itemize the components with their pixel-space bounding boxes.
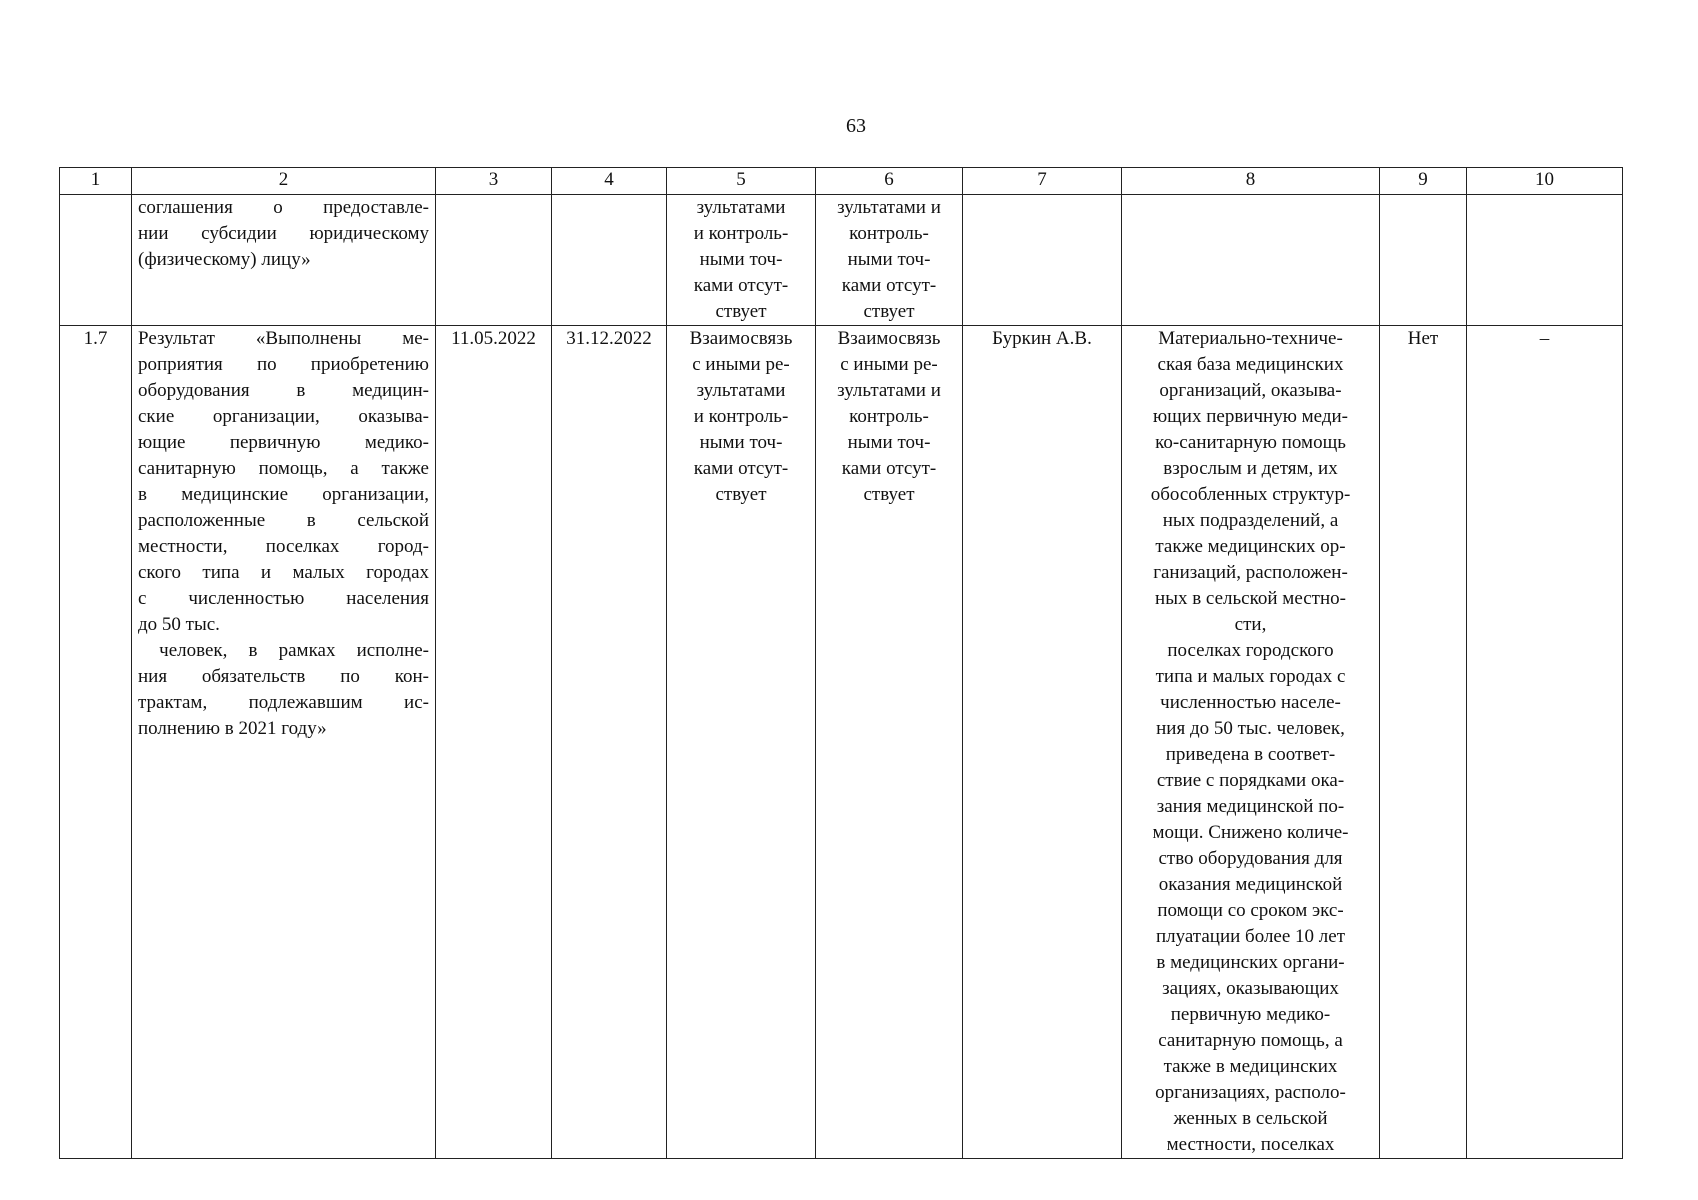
text-line: организациях, располо-: [1155, 1082, 1346, 1103]
text-line: оказания медицинской: [1158, 874, 1343, 895]
text-line: ных в сельской местно-: [1155, 588, 1346, 609]
text-line: ствует: [863, 484, 915, 505]
text-line: контроль-: [849, 406, 929, 427]
text-line: женных в сельской: [1173, 1108, 1328, 1129]
table-row: [60, 326, 1623, 1159]
text-line: приведена в соответ-: [1165, 744, 1336, 765]
note-cell: [1467, 195, 1623, 326]
text-line: плуатации более 10 лет: [1155, 926, 1346, 947]
responsible-cell: Буркин А.В.: [963, 326, 1122, 1159]
text-line: ющих первичную меди-: [1152, 406, 1349, 427]
text-line: первичную медико-: [1170, 1004, 1331, 1025]
text-line: Взаимосвязь: [689, 328, 793, 349]
text-line: до 50 тыс.: [138, 614, 220, 635]
result-name-cell: [132, 326, 436, 1159]
text-line: ными точ-: [699, 432, 783, 453]
text-line: помощи со сроком экс-: [1157, 900, 1344, 921]
header-cell: 9: [1380, 168, 1467, 195]
relation-cell: [667, 326, 816, 1159]
text-line: нии субсидии юридическому: [138, 223, 429, 244]
text-line: санитарную помощь, а: [1158, 1030, 1343, 1051]
header-cell: 10: [1467, 168, 1623, 195]
start-date-cell: 11.05.2022: [436, 326, 552, 1159]
header-cell: 1: [60, 168, 132, 195]
text-line: также медицинских ор-: [1155, 536, 1346, 557]
row-number-cell: [60, 195, 132, 326]
text-line: Результат «Выполнены ме-: [138, 328, 429, 349]
start-date-cell: [436, 195, 552, 326]
text-line: и контроль-: [693, 223, 789, 244]
header-cell: 5: [667, 168, 816, 195]
text-line: трактам, подлежавшим ис-: [138, 692, 429, 713]
text-line: ния обязательств по кон-: [138, 666, 429, 687]
column-number-row: [60, 168, 1623, 195]
text-line: ными точ-: [847, 432, 931, 453]
description-cell: [1122, 326, 1380, 1159]
text-line: (физическому) лицу»: [138, 249, 311, 270]
text-line: местности, поселках город-: [138, 536, 429, 557]
responsible-cell: [963, 195, 1122, 326]
end-date-cell: 31.12.2022: [552, 326, 667, 1159]
row-number-cell: 1.7: [60, 326, 132, 1159]
header-cell: 7: [963, 168, 1122, 195]
header-cell: 4: [552, 168, 667, 195]
text-line: ками отсут-: [693, 458, 789, 479]
text-line: ными точ-: [699, 249, 783, 270]
description-cell: [1122, 195, 1380, 326]
text-line: зультатами: [696, 197, 786, 218]
page-number: 63: [846, 115, 866, 137]
text-line: зультатами и: [837, 380, 941, 401]
text-line: ская база медицинских: [1157, 354, 1344, 375]
text-line: взрослым и детям, их: [1163, 458, 1338, 479]
text-line: ками отсут-: [841, 275, 937, 296]
text-line: ские организации, оказыва-: [138, 406, 429, 427]
text-line: ющие первичную медико-: [138, 432, 429, 453]
note-cell: –: [1467, 326, 1623, 1159]
text-line: зациях, оказывающих: [1162, 978, 1339, 999]
text-line: ствие с порядками ока-: [1156, 770, 1345, 791]
text-line: ствует: [715, 484, 767, 505]
flag-cell: Нет: [1380, 326, 1467, 1159]
text-line: Материально-техниче-: [1158, 328, 1343, 349]
result-name-cell: [132, 195, 436, 326]
end-date-cell: [552, 195, 667, 326]
text-line: сти,: [1234, 614, 1267, 635]
text-line: ство оборудования для: [1158, 848, 1343, 869]
flag-cell: [1380, 195, 1467, 326]
relation-cell: [816, 195, 963, 326]
header-cell: 8: [1122, 168, 1380, 195]
text-line: поселках городского: [1167, 640, 1334, 661]
text-line: санитарную помощь, а также: [138, 458, 429, 479]
text-line: ко-санитарную помощь: [1155, 432, 1346, 453]
text-line: также в медицинских: [1163, 1056, 1338, 1077]
text-line: контроль-: [849, 223, 929, 244]
relation-cell: [816, 326, 963, 1159]
relation-cell: [667, 195, 816, 326]
text-line: ганизаций, расположен-: [1153, 562, 1348, 583]
text-line: в медицинских органи-: [1156, 952, 1345, 973]
text-line: расположенные в сельской: [138, 510, 429, 531]
text-line: ствует: [715, 301, 767, 322]
text-line: человек, в рамках исполне-: [138, 640, 430, 661]
text-line: и контроль-: [693, 406, 789, 427]
text-line: типа и малых городах с: [1155, 666, 1346, 687]
text-line: зания медицинской по-: [1156, 796, 1345, 817]
text-line: с численностью населения: [138, 588, 429, 609]
header-cell: 6: [816, 168, 963, 195]
text-line: роприятия по приобретению: [138, 354, 429, 375]
results-table: [59, 167, 1623, 1159]
text-line: ными точ-: [847, 249, 931, 270]
text-line: оборудования в медицин-: [138, 380, 429, 401]
text-line: ского типа и малых городах: [138, 562, 429, 583]
text-line: с иными ре-: [692, 354, 790, 375]
header-cell: 3: [436, 168, 552, 195]
text-line: в медицинские организации,: [138, 484, 429, 505]
text-line: ствует: [863, 301, 915, 322]
text-line: с иными ре-: [840, 354, 938, 375]
text-line: организаций, оказыва-: [1159, 380, 1342, 401]
text-line: ных подразделений, а: [1162, 510, 1339, 531]
text-line: соглашения о предоставле-: [138, 197, 429, 218]
text-line: обособленных структур-: [1150, 484, 1351, 505]
text-line: ками отсут-: [693, 275, 789, 296]
text-line: зультатами: [696, 380, 786, 401]
text-line: численностью населе-: [1160, 692, 1341, 713]
text-line: мощи. Снижено количе-: [1152, 822, 1349, 843]
header-cell: 2: [132, 168, 436, 195]
table-row: [60, 195, 1623, 326]
text-line: полнению в 2021 году»: [138, 718, 327, 739]
text-line: ния до 50 тыс. человек,: [1156, 718, 1345, 739]
text-line: ками отсут-: [841, 458, 937, 479]
text-line: Взаимосвязь: [837, 328, 941, 349]
text-line: зультатами и: [837, 197, 941, 218]
text-line: местности, поселках: [1166, 1134, 1335, 1155]
